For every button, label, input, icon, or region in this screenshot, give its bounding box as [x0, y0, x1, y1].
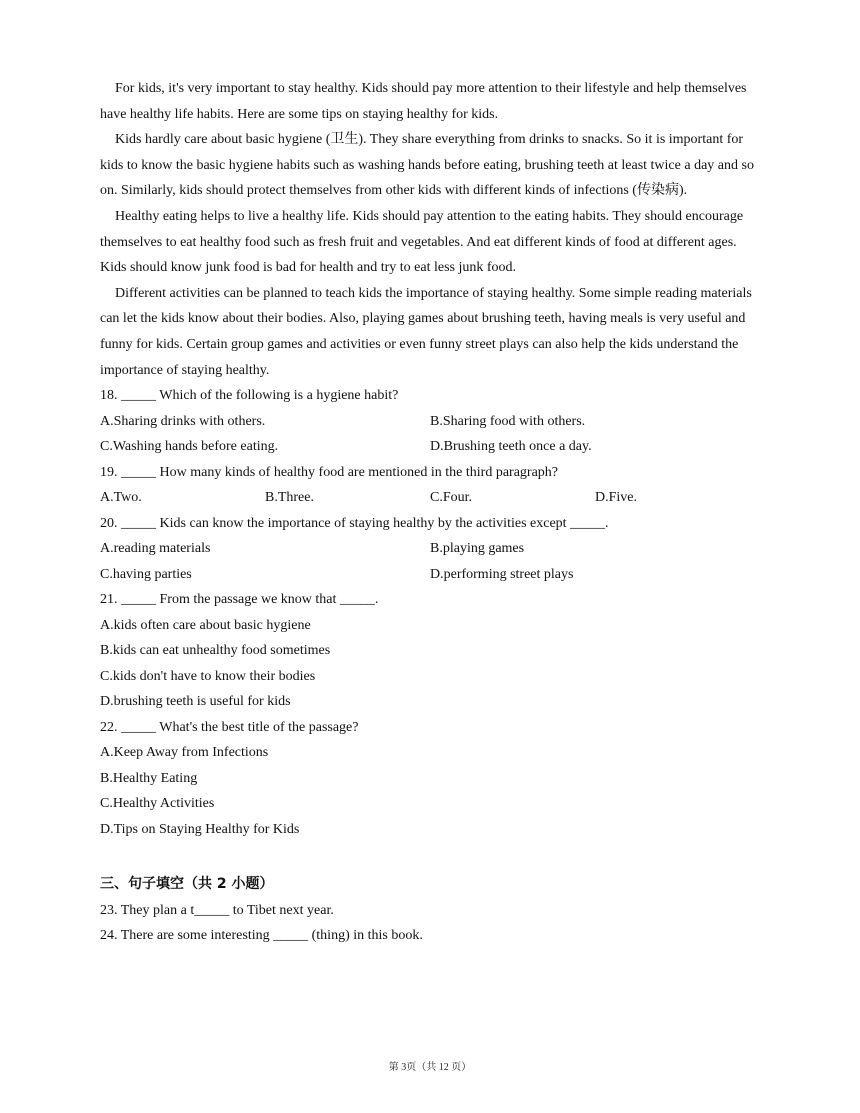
- passage-paragraph-2: Kids hardly care about basic hygiene (卫生). They share everything from drinks to snacks. So it is important for kids to know the basic hygiene habits such as washing hands before eating, brushing teeth at least twice a day and so on. Similarly, kids should protect themselves from other kids with different kinds of infections (传染病).: [100, 132, 754, 199]
- option-d: D.Five.: [595, 490, 637, 506]
- option-b: B.Three.: [265, 490, 314, 506]
- question-stem: 19. _____ How many kinds of healthy food are mentioned in the third paragraph?: [100, 464, 558, 480]
- option-d: D.performing street plays: [430, 566, 574, 582]
- option-a: A.reading materials: [100, 541, 211, 557]
- option-c: C.Washing hands before eating.: [100, 439, 279, 455]
- option-d: D.Tips on Staying Healthy for Kids: [100, 821, 300, 837]
- option-d: D.Brushing teeth once a day.: [430, 439, 592, 455]
- option-a: A.Two.: [100, 490, 142, 506]
- option-a: A.Keep Away from Infections: [100, 745, 269, 761]
- passage-paragraph-3: Healthy eating helps to live a healthy life. Kids should pay attention to the eating habits. They should encourage themselves to eat healthy food such as fresh fruit and vegetables. And eat different kinds of food at different ages. Kids should know junk food is bad for health and try to eat less junk food.: [100, 208, 744, 276]
- option-b: B.kids can eat unhealthy food sometimes: [100, 643, 331, 659]
- question-20: [100, 511, 760, 588]
- section-heading: 三、句子填空（共 2 小题）: [100, 876, 274, 893]
- page-footer: 第 3页（共 12 页）: [388, 1062, 472, 1073]
- option-b: B.playing games: [430, 541, 525, 557]
- question-21: [100, 587, 760, 715]
- question-23: 23. They plan a t_____ to Tibet next year.: [100, 902, 334, 918]
- option-c: C.having parties: [100, 566, 192, 582]
- document-page: [100, 76, 760, 949]
- option-c: C.Four.: [430, 490, 473, 506]
- question-stem: 18. _____ Which of the following is a hygiene habit?: [100, 388, 399, 404]
- question-18: [100, 383, 760, 460]
- question-stem: 22. _____ What's the best title of the passage?: [100, 719, 359, 735]
- question-stem: 21. _____ From the passage we know that _____.: [100, 592, 379, 608]
- question-stem: 20. _____ Kids can know the importance of staying healthy by the activities except _____.: [100, 515, 609, 531]
- option-a: A.kids often care about basic hygiene: [100, 617, 311, 633]
- option-b: B.Healthy Eating: [100, 770, 198, 786]
- option-b: B.Sharing food with others.: [430, 413, 586, 429]
- option-a: A.Sharing drinks with others.: [100, 413, 266, 429]
- question-24: 24. There are some interesting _____ (thing) in this book.: [100, 928, 423, 944]
- question-19: [100, 460, 760, 511]
- option-c: C.kids don't have to know their bodies: [100, 668, 316, 684]
- question-22: [100, 715, 760, 843]
- option-d: D.brushing teeth is useful for kids: [100, 694, 291, 710]
- option-c: C.Healthy Activities: [100, 796, 215, 812]
- passage-paragraph-4: Different activities can be planned to teach kids the importance of staying healthy. Some simple reading materials can let the kids know about their bodies. Also, playing games about brushing teeth, having meals is very useful and funny for kids. Certain group games and activities or even funny street plays can also help the kids understand the importance of staying healthy.: [100, 285, 752, 378]
- passage-paragraph-1: For kids, it's very important to stay healthy. Kids should pay more attention to their lifestyle and help themselves have healthy life habits. Here are some tips on staying healthy for kids.: [100, 81, 747, 122]
